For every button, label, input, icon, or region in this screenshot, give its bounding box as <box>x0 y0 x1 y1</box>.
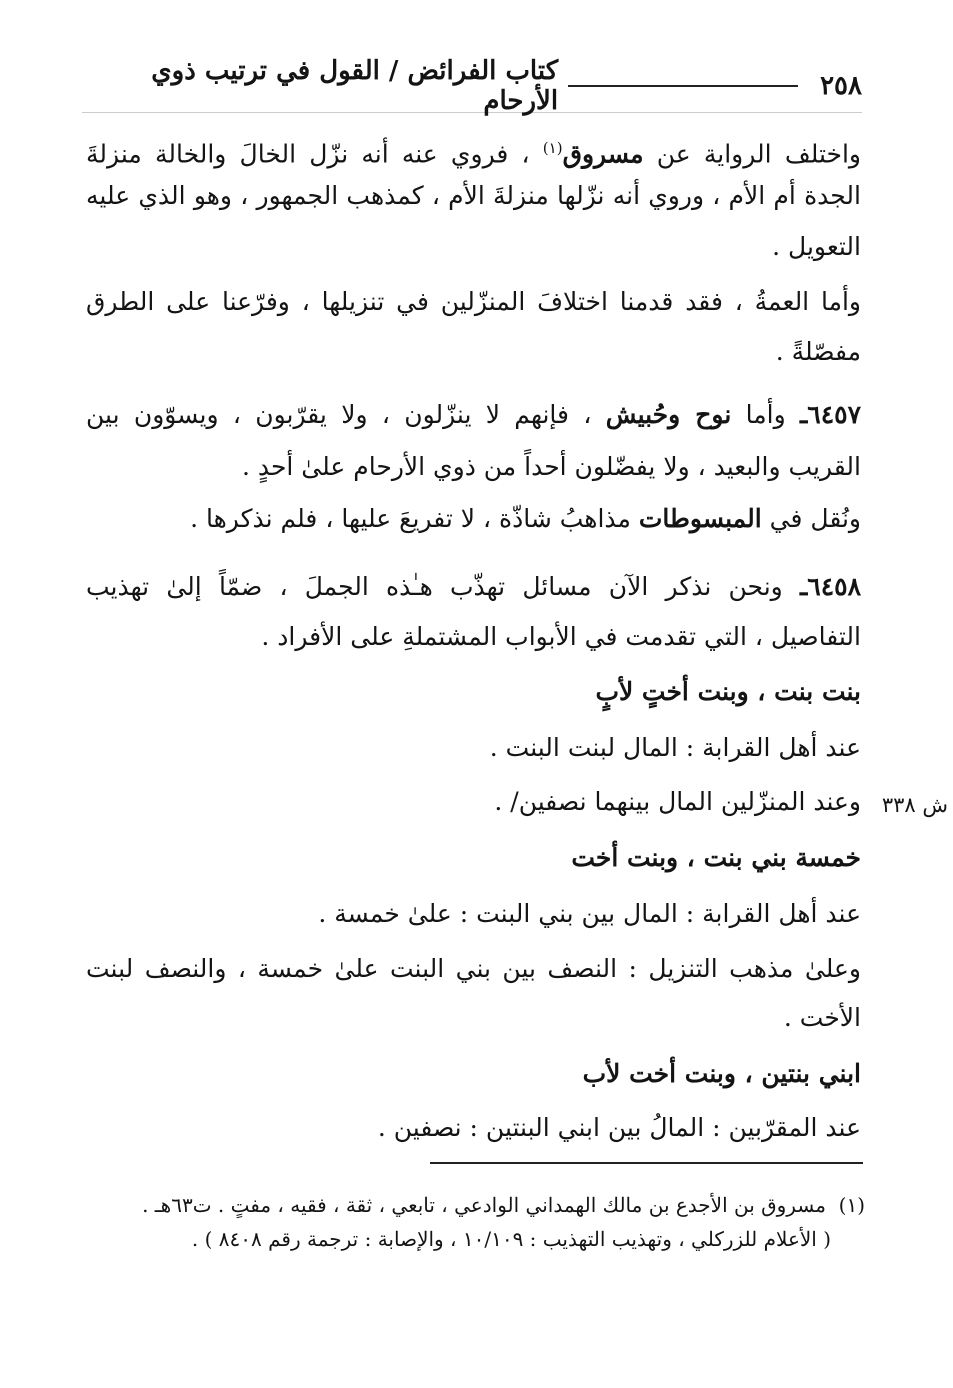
paragraph-line: ٦٤٥٨ـ ونحن نذكر الآن مسائل تهذّب هـٰذه الجملَ ، ضمّاً إلىٰ تهذيب <box>86 572 861 601</box>
paragraph-line: ٦٤٥٧ـ وأما نوح وحُبيش ، فإنهم لا ينزّلون ، ولا يقرّبون ، ويسوّون بين <box>86 400 862 429</box>
names: نوح وحُبيش <box>605 400 732 429</box>
case-line: وعند المنزّلين المال بينهما نصفين/ . <box>494 787 861 816</box>
paragraph-line: وأما العمةُ ، فقد قدمنا اختلافَ المنزّلين في تنزيلها ، وفرّعنا على الطرق <box>86 287 861 316</box>
case-line: الأخت . <box>783 1003 861 1032</box>
case-line: عند أهل القرابة : المال بين بني البنت : علىٰ خمسة . <box>318 899 861 928</box>
footnote-ref: (١) <box>542 139 563 157</box>
case-line: عند أهل القرابة : المال لبنت البنت . <box>489 733 861 762</box>
footnote-line: ( الأعلام للزركلي ، وتهذيب التهذيب : ١٠/١٠٩ ، والإصابة : ترجمة رقم ٨٤٠٨ ) . <box>191 1227 831 1251</box>
paragraph-line: ونُقل في المبسوطات مذاهبُ شاذّة ، لا تفريعَ عليها ، فلم نذكرها . <box>190 504 861 533</box>
footnote-number: (١) <box>838 1193 865 1217</box>
term-mabsutat: المبسوطات <box>638 504 762 533</box>
margin-note: ش ٣٣٨ <box>881 793 948 817</box>
header-rule <box>568 85 798 87</box>
paragraph-line: الجدة أم الأم ، وروي أنه نزّلها منزلةَ الأم ، كمذهب الجمهور ، وهو الذي عليه <box>86 181 861 210</box>
case-heading: ابني بنتين ، وبنت أخت لأب <box>582 1059 861 1088</box>
issue-number: ٦٤٥٧ـ <box>799 400 862 429</box>
footnote-line: (١) مسروق بن الأجدع بن مالك الهمداني الوادعي ، تابعي ، ثقة ، فقيه ، مفتٍ . ت٦٣هـ . <box>142 1193 865 1217</box>
paragraph-line: واختلف الرواية عن مسروق$^{(١)}$ ، فروي عنه أنه نزّل الخالَ والخالة منزلةَ <box>86 139 861 169</box>
paragraph-line: التعويل . <box>772 232 861 261</box>
paragraph-line: القريب والبعيد ، ولا يفضّلون أحداً من ذوي الأرحام علىٰ أحدٍ . <box>241 452 861 481</box>
running-header <box>82 56 862 116</box>
case-line: وعلىٰ مذهب التنزيل : النصف بين بني البنت علىٰ خمسة ، والنصف لبنت <box>86 954 861 983</box>
paragraph-line: التفاصيل ، التي تقدمت في الأبواب المشتملةِ على الأفراد . <box>261 622 861 651</box>
page-number: ٢٥٨ <box>820 71 862 101</box>
name-masruq: مسروق <box>562 139 644 169</box>
issue-number: ٦٤٥٨ـ <box>799 572 861 601</box>
footnote-rule <box>430 1162 863 1164</box>
case-heading: بنت بنت ، وبنت أختٍ لأبٍ <box>595 677 861 706</box>
header-title: كتاب الفرائض / القول في ترتيب ذوي الأرحام <box>151 56 559 116</box>
case-line: عند المقرّبين : المالُ بين ابني البنتين : نصفين . <box>377 1113 861 1142</box>
paragraph-line: مفصّلةً . <box>775 337 861 366</box>
case-heading: خمسة بني بنت ، وبنت أخت <box>571 843 861 872</box>
